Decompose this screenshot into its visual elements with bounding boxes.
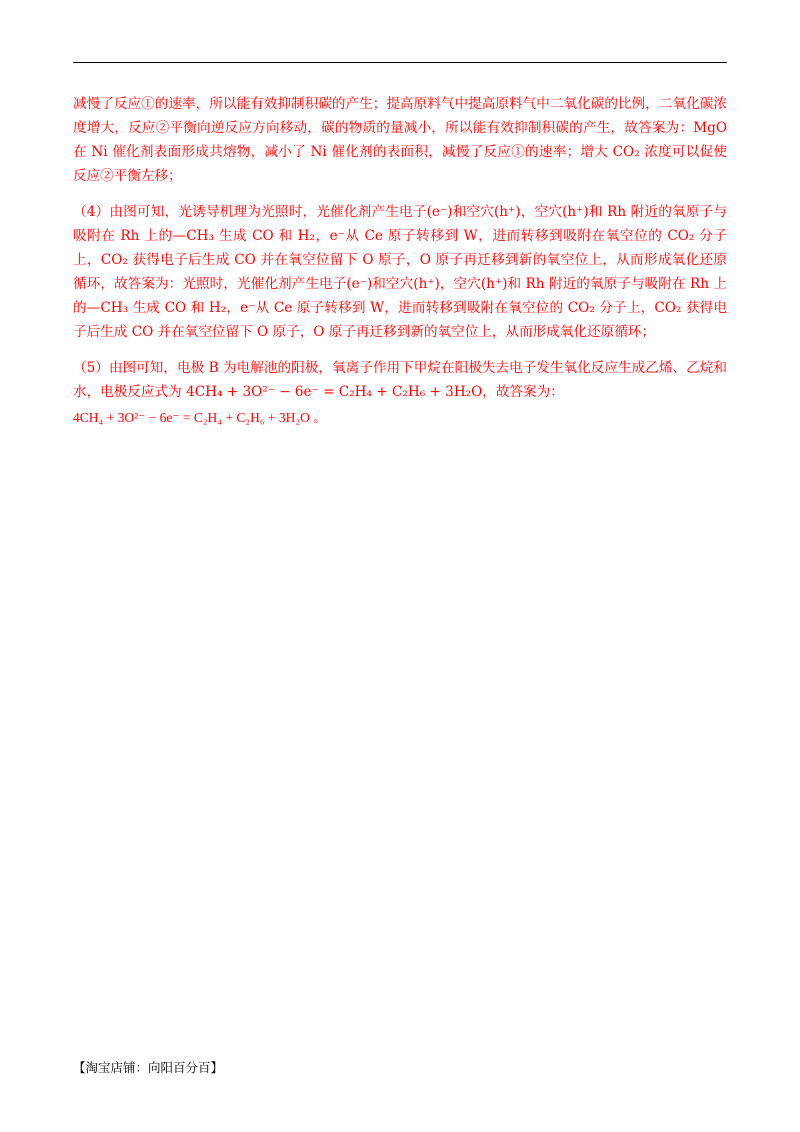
answer-paragraph-3-cont: 减慢了反应①的速率，所以能有效抑制积碳的产生；提高原料气中提高原料气中二氧化碳的比例，二氧化碳浓度增大，反应②平衡向逆反应方向移动，碳的物质的量减小，所以能有效抑制积碳的产生，故答案为：MgO 在 Ni 催化剂表面形成共熔物，减小了 Ni 催化剂的表面积，减慢了反应①的速率；增大 CO₂ 浓度可以促使反应②平衡左移；	[73, 96, 727, 184]
answer-paragraph-4: （4）由图可知，光诱导机理为光照时，光催化剂产生电子(e⁻)和空穴(h⁺)，空穴(h⁺)和 Rh 附近的氧原子与吸附在 Rh 上的—CH₃ 生成 CO 和 H₂，e⁻从 Ce 原子转移到 W，进而转移到吸附在氧空位的 CO₂ 分子上，CO₂ 获得电子后生成 CO 并在氧空位留下 O 原子，O 原子再迁移到新的氧空位上，从而形成氧化还原循环，故答案为：光照时，光催化剂产生电子(e⁻)和空穴(h⁺)，空穴(h⁺)和 Rh 附近的氧原子与吸附在 Rh 上的—CH₃ 生成 CO 和 H₂，e⁻从 Ce 原子转移到 W，进而转移到吸附在氧空位的 CO₂ 分子上，CO₂ 获得电子后生成 CO 并在氧空位留下 O 原子，O 原子再迁移到新的氧空位上，从而形成氧化还原循环；	[73, 204, 727, 340]
final-equation: 4CH₄ + 3O²⁻ − 6e⁻ = C₂H₄ + C₂H₆ + 3H₂O 。	[73, 410, 327, 425]
answer-paragraph-5: （5）由图可知，电极 B 为电解池的阳极，氧离子作用下甲烷在阳极失去电子发生氧化反应生成乙烯、乙烷和水，电极反应式为 4CH₄ + 3O²⁻ − 6e⁻ = C₂H₄ + C₂H₆ + 3H₂O，故答案为：	[73, 360, 727, 400]
answer-content	[73, 92, 727, 442]
shop-footer: 【淘宝店铺：向阳百分百】	[73, 1060, 224, 1075]
header-rule	[73, 62, 727, 63]
